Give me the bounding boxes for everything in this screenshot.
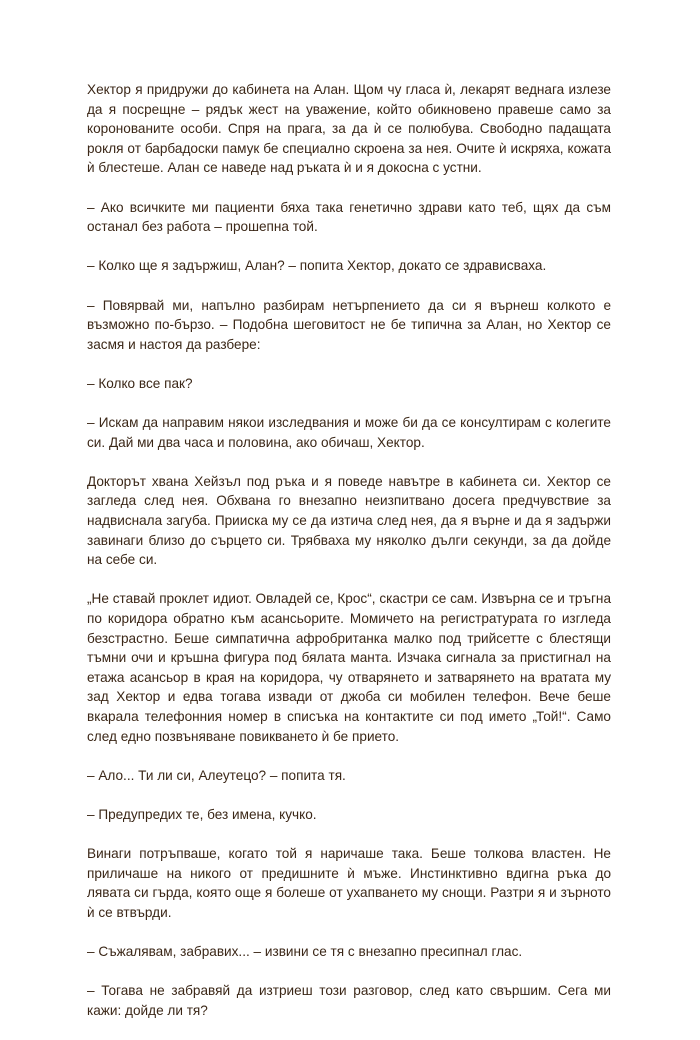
paragraph: – Съжалявам, забравих... – извини се тя с внезапно пресипнал глас. bbox=[87, 944, 523, 960]
paragraph: – Ало... Ти ли си, Алеутецо? – попита тя. bbox=[87, 767, 346, 783]
paragraph: – Тогава не забравяй да изтриеш този разговор, след като свършим. Сега ми кажи: дойде ли тя? bbox=[87, 983, 611, 1018]
paragraph: – Искам да направим някои изследвания и може би да се консултирам с колегите си. Дай ми два часа и половина, ако обичаш, Хектор. bbox=[87, 415, 611, 450]
paragraph: – Колко ще я задържиш, Алан? – попита Хектор, докато се здрависваха. bbox=[87, 258, 547, 274]
paragraph: Винаги потръпваше, когато той я наричаше така. Беше толкова властен. Не приличаше на никого от предишните ѝ мъже. Инстинктивно вдигна ръка до лявата си гърда, която още я болеше от ухапването му снощи. Разтри я и зърното ѝ се втвърди. bbox=[87, 846, 611, 920]
paragraph: – Ако всичките ми пациенти бяха така генетично здрави като теб, щях да съм останал без работа – прошепна той. bbox=[87, 199, 611, 235]
paragraph: – Повярвай ми, напълно разбирам нетърпението да си я върнеш колкото е възможно по-бързо. – Подобна шеговитост не бе типична за Алан, но Хектор се засмя и настоя да разбере: bbox=[87, 297, 611, 352]
paragraph: Хектор я придружи до кабинета на Алан. Щом чу гласа ѝ, лекарят веднага излезе да я посрещне – рядък жест на уважение, който обикновено правеше само за коронованите особи. Спря на прага, за да ѝ се полюбува. Свободно падащата рокля от барбадоски памук бе специално скроена за нея. Очите ѝ искряха, кожата ѝ блестеше. Алан се наведе над ръката ѝ и я докосна с устни. bbox=[87, 82, 611, 176]
body-text bbox=[87, 80, 611, 1040]
paragraph: Докторът хвана Хейзъл под ръка и я поведе навътре в кабинета си. Хектор се загледа след нея. Обхвана го внезапно неизпитвано досега предчувствие за надвиснала загуба. Прииска му се да изтича след нея, да я върне и да я задържи завинаги близо до сърцето си. Трябваха му няколко дълги секунди, за да дойде на себе си. bbox=[87, 473, 611, 568]
paragraph: – Колко все пак? bbox=[87, 375, 193, 391]
paragraph: „Не ставай проклет идиот. Овладей се, Крос“, скастри се сам. Извърна се и тръгна по коридора обратно към асансьорите. Момичето на регистратурата го изгледа безстрастно. Беше симпатична афробританка малко под трийсетте с блестящи тъмни очи и кръшна фигура под бялата манта. Изчака сигнала за пристигнал на етажа асансьор в края на коридора, чу отварянето и затварянето на вратата му зад Хектор и едва тогава извади от джоба си мобилен телефон. Вече беше вкарала телефонния номер в списъка на контактите си под името „Той!“. Само след едно позвъняване повикването ѝ бе прието. bbox=[87, 591, 611, 744]
paragraph: – Предупредих те, без имена, кучко. bbox=[87, 806, 317, 822]
